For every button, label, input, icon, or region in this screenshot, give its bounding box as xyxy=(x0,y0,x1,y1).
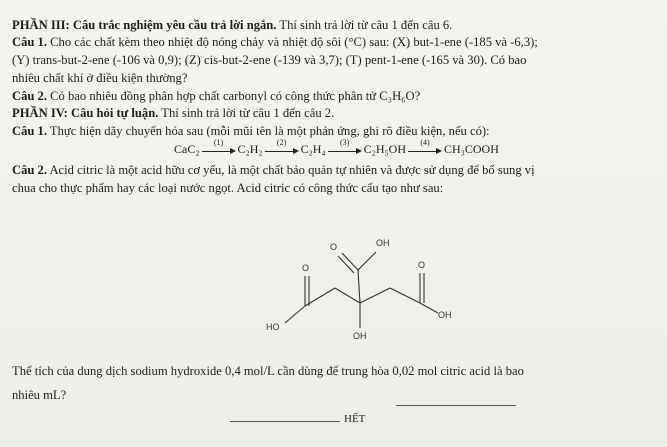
end-marker: HẾT xyxy=(344,413,366,425)
p4q2-line3: Thể tích của dung dịch sodium hydroxide 0,4 mol/L cần dùng để trung hòa 0,02 mol citric acid là bao xyxy=(12,364,524,378)
label-o-top: O xyxy=(330,242,338,252)
q1-line1 xyxy=(12,35,538,50)
arrow-4 xyxy=(408,137,442,156)
p4q2-line2: chua cho thực phẩm hay các loại nước ngọt. Acid citric có công thức cấu tạo như sau: xyxy=(12,181,444,195)
q2-text: Có bao nhiêu đồng phân hợp chất carbonyl có công thức phân tử C₃H₆O? xyxy=(47,89,421,103)
label-o-left: O xyxy=(302,263,310,273)
citric-acid-structure xyxy=(250,228,450,348)
species-c2h4: C₂H₄ xyxy=(300,142,326,156)
label-oh-bottom: OH xyxy=(353,331,367,341)
arrow-3-label: (3) xyxy=(339,137,350,147)
end-rule-left xyxy=(230,421,340,422)
species-c2h2: C₂H₂ xyxy=(237,142,263,156)
arrow-1-label: (1) xyxy=(213,137,224,147)
reaction-scheme xyxy=(174,137,499,157)
q1-line2: (Y) trans-but-2-ene (-106 và 0,9); (Z) cis-but-2-ene (-139 và 3,7); (T) pent-1-ene (-165 và 30). Có bao xyxy=(12,53,527,67)
q2-label: Câu 2. xyxy=(12,89,47,103)
part4-title: PHẦN IV: Câu hỏi tự luận. xyxy=(12,106,159,120)
end-rule-right xyxy=(396,405,516,406)
p4q1-text: Thực hiện dãy chuyển hóa sau (mỗi mũi tên là một phản ứng, ghi rõ điều kiện, nếu có): xyxy=(47,124,490,138)
part3-title: PHẦN III: Câu trắc nghiệm yêu cầu trả lời ngắn. xyxy=(12,18,277,32)
q2-line xyxy=(12,89,420,104)
label-o-right: O xyxy=(418,260,426,270)
species-c2h5oh: C₂H₅OH xyxy=(363,142,406,156)
label-oh-top: OH xyxy=(376,238,390,248)
species-cac2: CaC₂ xyxy=(174,142,200,156)
part3-header xyxy=(12,18,452,33)
q1-text1: Cho các chất kèm theo nhiệt độ nóng chảy và nhiệt độ sôi (°C) sau: (X) but-1-ene (-185 và -6,3); xyxy=(47,35,538,49)
p4q2-text1: Acid citric là một acid hữu cơ yếu, là một chất bảo quản tự nhiên và được sử dụng để bổ sung vị xyxy=(47,163,535,177)
label-oh-right: OH xyxy=(438,310,452,320)
part4-note: Thí sinh trả lời từ câu 1 đến câu 2. xyxy=(158,106,335,120)
p4q2-line1 xyxy=(12,163,535,178)
species-ch3cooh: CH₃COOH xyxy=(444,142,499,156)
part3-note: Thí sinh trả lời từ câu 1 đến câu 6. xyxy=(276,18,453,32)
arrow-2 xyxy=(265,137,299,156)
p4q1-label: Câu 1. xyxy=(12,124,47,138)
q1-line3: nhiêu chất khí ở điều kiện thường? xyxy=(12,71,188,85)
arrow-1 xyxy=(202,137,236,156)
part4-header xyxy=(12,106,334,121)
label-ho-left: HO xyxy=(266,322,280,332)
arrow-3 xyxy=(328,137,362,156)
arrow-4-label: (4) xyxy=(420,137,430,147)
p4q2-label: Câu 2. xyxy=(12,163,47,177)
q1-label: Câu 1. xyxy=(12,35,47,49)
p4q2-line4: nhiêu mL? xyxy=(12,388,67,402)
arrow-2-label: (2) xyxy=(276,137,287,147)
